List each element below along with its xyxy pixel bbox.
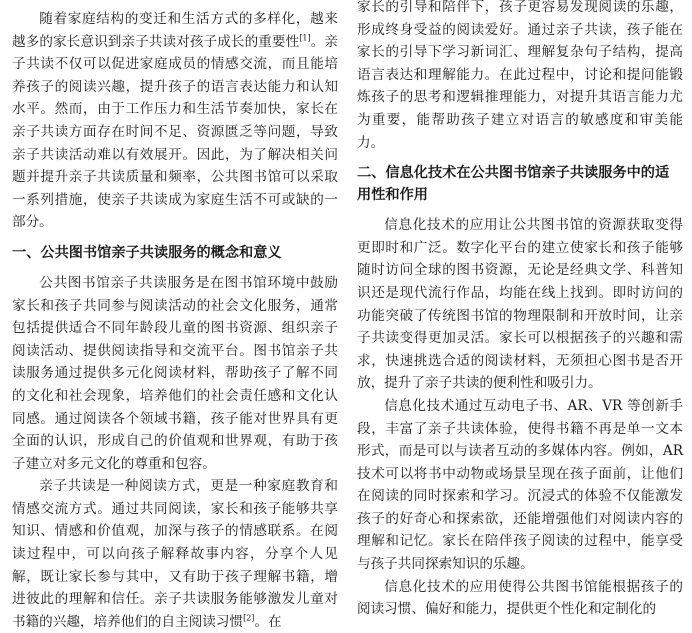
intro-text-cont: 。亲子共读不仅可以促进家庭成员的情感交流，而且能培养孩子的阅读兴趣，提升孩子的语言表达能力和认知水平。然而，由于工作压力和生活节奏加快，家长在亲子共读方面存在时间不足、资源匮乏等问题，导致亲子共读活动难以有效展开。因此，为了解决相关问题并提升亲子共读质量和频率，公共图书馆可以采取一系列措施，使亲子共读成为家庭生活不可或缺的一部分。: [12, 33, 339, 231]
section1-paragraph-2-text: 亲子共读是一种阅读方式，更是一种家庭教育和情感交流方式。通过共同阅读，家长和孩子能够共享知识、情感和价值观，加深与孩子的情感联系。在阅读过程中，可以向孩子解释故事内容，分享个人见解，既让家长参与其中，又有助于孩子理解书籍，增进彼此的理解和信任。亲子共读服务能够激发儿童对书籍的兴趣，培养他们的自主阅读习惯: [12, 478, 338, 630]
section-heading-2: 二、信息化技术在公共图书馆亲子共读服务中的适用性和作用: [357, 165, 670, 204]
section2-paragraph-3: 信息化技术的应用使得公共图书馆能根据孩子的阅读习惯、偏好和能力，提供更个性化和定制化的: [357, 578, 683, 618]
section1-paragraph-1: 公共图书馆亲子共读服务是在图书馆环境中鼓励家长和孩子共同参与阅读活动的社会文化服务，通常包括提供适合不同年龄段儿童的图书资源、组织亲子阅读活动、提供阅读指导和交流平台。图书馆亲子共读服务通过提供多元化阅读材料，帮助孩子了解不同的文化和社会现象，培养他们的社会责任感和文化认同感。通过阅读各个领域书籍，孩子能对世界具有更全面的认识，形成自己的价值观和世界观，有助于孩子建立对多元文化的尊重和包容。: [12, 274, 338, 472]
section1-paragraph-2-continued: 家长的引导和陪伴下，孩子更容易发现阅读的乐趣，形成终身受益的阅读爱好。通过亲子共读，孩子能在家长的引导下学习新词汇、理解复杂句子结构，提高语言表达和理解能力。在此过程中，讨论和提问能锻炼孩子的思考和逻辑推理能力，对提升其语言能力尤为重要，能帮助孩子建立对语言的敏感度和审美能力。: [357, 0, 683, 151]
intro-text: 随着家庭结构的变迁和生活方式的多样化，越来越多的家长意识到亲子共读对孩子成长的重要性: [12, 11, 338, 50]
section2-paragraph-1: 信息化技术的应用让公共图书馆的资源获取变得更即时和广泛。数字化平台的建立使家长和孩子能够随时访问全球的图书资源，无论是经典文学、科普知识还是现代流行作品，均能在线上找到。即时访问的功能突破了传统图书馆的物理限制和开放时间，让亲子共读变得更加灵活。家长可以根据孩子的兴趣和需求，快速挑选合适的阅读材料，无须担心图书是否开放，提升了亲子共读的便利性和吸引力。: [357, 217, 683, 392]
left-column: [12, 8, 338, 633]
section2-paragraph-2: 信息化技术通过互动电子书、AR、VR 等创新手段，丰富了亲子共读体验，使得书籍不再是单一文本形式，而是可以与读者互动的多媒体内容。例如，AR 技术可以将书中动物或场景呈现在孩子面前，让他们在阅读的同时探索和学习。沉浸式的体验不仅能激发孩子的好奇心和探索欲，还能增强他们对阅读内容的理解和记忆。家长在陪伴孩子阅读的过程中，能享受与孩子共同探索知识的乐趣。: [357, 397, 683, 573]
right-column: [357, 0, 683, 621]
citation-ref-2: [2]: [243, 613, 255, 623]
intro-paragraph: [12, 8, 338, 234]
section-heading-1: 一、公共图书馆亲子共读服务的概念和意义: [12, 244, 282, 261]
section1-paragraph-2: [12, 475, 338, 633]
citation-ref-1: [1]: [299, 33, 311, 43]
section1-paragraph-2-tail: 。在: [254, 613, 282, 630]
